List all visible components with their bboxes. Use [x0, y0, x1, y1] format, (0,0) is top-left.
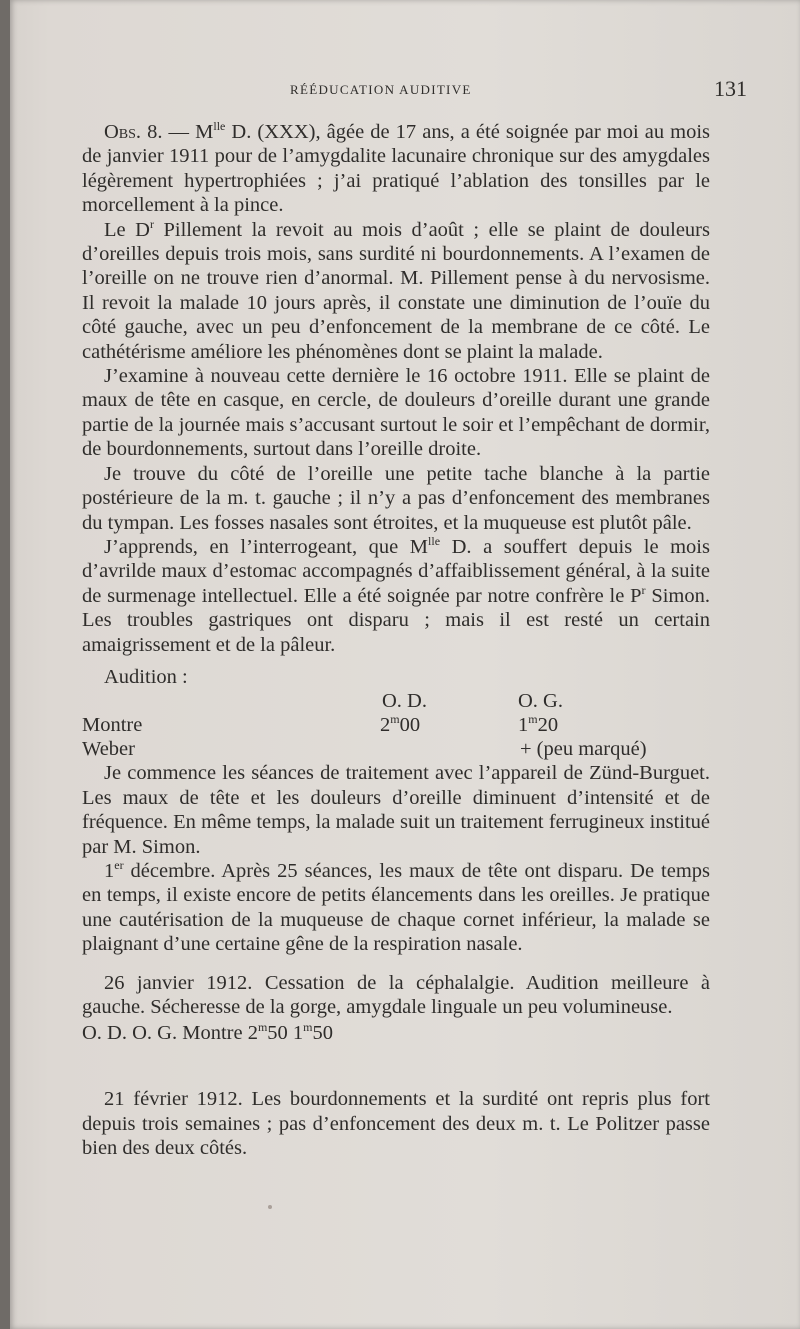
book-page — [10, 0, 800, 1329]
row-label-montre: Montre — [182, 1022, 243, 1045]
paragraph-text: Pillement la revoit au mois d’août ; elle se plaint de douleurs d’oreilles depuis trois mois, sans surdité ni bourdonnements. A l’examen de l’oreille on ne trouve rien d’anormal. M. Pillement pense à du nervosisme. Il revoit la malade 10 jours après, il constate une diminution de l’ouïe du côté gauche, avec un peu d’enfoncement de la membrane de ce côté. Le cathétérisme améliore les phénomènes dont se plaint la malade. — [82, 218, 710, 363]
observation-text: D. (XXX), âgée de 17 ans, a été soignée par moi au mois de janvier 1911 pour de l’amygdalite lacunaire chronique sur des amygdales légèrement hypertrophiées ; j’ai pratiqué l’ablation des tonsilles par le morcellement à la pince. — [82, 121, 710, 217]
mlle-superscript: lle — [428, 534, 441, 549]
row-label-montre: Montre — [82, 714, 143, 737]
paragraph-text: décembre. Après 25 séances, les maux de tête ont disparu. De temps en temps, il existe encore de petits élancements dans les oreilles. Je pratique une cautérisation de la muqueuse de chaque cornet inférieur, la malade se plaignant d’une certaine gêne de la respiration nasale. — [82, 859, 710, 956]
audition-heading: Audition : — [104, 665, 188, 688]
paragraph-december — [82, 859, 710, 957]
er-superscript: er — [114, 858, 124, 873]
running-title: RÉÉDUCATION AUDITIVE — [290, 82, 472, 97]
montre-od-value: 2$^m$00 — [380, 712, 421, 737]
paragraph-text: Le D — [104, 218, 150, 241]
audition-table-2 — [82, 1021, 710, 1079]
paragraph-text: 1 — [104, 859, 115, 882]
paragraph-history — [82, 535, 710, 657]
paragraph-february — [82, 1087, 710, 1160]
weber-og-value: + (peu marqué) — [520, 738, 647, 761]
paragraph-text: J’apprends, en l’interrogeant, que M — [104, 535, 429, 558]
observation-label: Obs. 8. — [104, 121, 163, 143]
column-header-og: O. G. — [518, 690, 563, 713]
audition-table — [82, 689, 710, 761]
montre-og-value: 1$^m$50 — [292, 1020, 334, 1045]
ink-speck — [268, 1205, 272, 1209]
paragraph-text: Simon. Les troubles gastriques ont disparu ; mais il est resté un certain amaigrissement et de la pâleur. — [82, 584, 710, 656]
paragraph-text: 21 février 1912. Les bourdonnements et la surdité ont repris plus fort depuis trois semaines ; pas d’enfoncement des deux m. t. Le Politzer passe bien des deux côtés. — [82, 1088, 710, 1160]
paragraph-text: Je commence les séances de traitement avec l’appareil de Zünd-Burguet. Les maux de tête et les douleurs d’oreille diminuent d’intensité et de fréquence. En même temps, la malade suit un traitement ferrugineux institué par M. Simon. — [82, 762, 710, 858]
paragraph-text: D. a souffert depuis le mois d’avrilde maux d’estomac accompagnés d’affaiblissement général, à la suite de surmenage intellectuel. Elle a été soignée par notre confrère le P — [82, 535, 710, 607]
paragraph-findings — [82, 462, 710, 535]
column-header-od: O. D. — [82, 1022, 127, 1045]
row-label-weber: Weber — [82, 738, 135, 761]
observation-intro: — M — [162, 121, 214, 143]
page-content — [82, 120, 710, 1161]
paragraph-text: Je trouve du côté de l’oreille une petite tache blanche à la partie postérieure de la m. t. gauche ; il n’y a pas d’enfoncement des membranes du tympan. Les fosses nasales sont étroites, et la muqueuse est plutôt pâle. — [82, 462, 710, 534]
column-header-od: O. D. — [382, 690, 427, 713]
spacer — [82, 957, 710, 971]
montre-og-value: 1$^m$20 — [518, 712, 559, 737]
paragraph-january — [82, 971, 710, 1020]
paragraph-pillement — [82, 218, 710, 364]
montre-od-value: 2$^m$50 — [247, 1020, 288, 1045]
paragraph-observation-8 — [82, 120, 710, 218]
paragraph-examination — [82, 364, 710, 462]
mlle-superscript: lle — [213, 119, 226, 134]
page-header — [10, 76, 800, 102]
column-header-og: O. G. — [132, 1022, 178, 1045]
pr-superscript: r — [641, 582, 646, 597]
paragraph-text: J’examine à nouveau cette dernière le 16 octobre 1911. Elle se plaint de maux de tête en casque, en cercle, de douleurs d’oreille durant une grande partie de la journée mais s’accusant surtout le soir et l’empêchant de dormir, de bourdonnements, surtout dans l’oreille droite. — [82, 365, 710, 461]
page-number: 131 — [714, 76, 747, 101]
paragraph-text: 26 janvier 1912. Cessation de la céphalalgie. Audition meilleure à gauche. Sécheresse de la gorge, amygdale linguale un peu volumineuse. — [82, 971, 710, 1018]
paragraph-treatment — [82, 761, 710, 859]
dr-superscript: r — [149, 216, 154, 231]
